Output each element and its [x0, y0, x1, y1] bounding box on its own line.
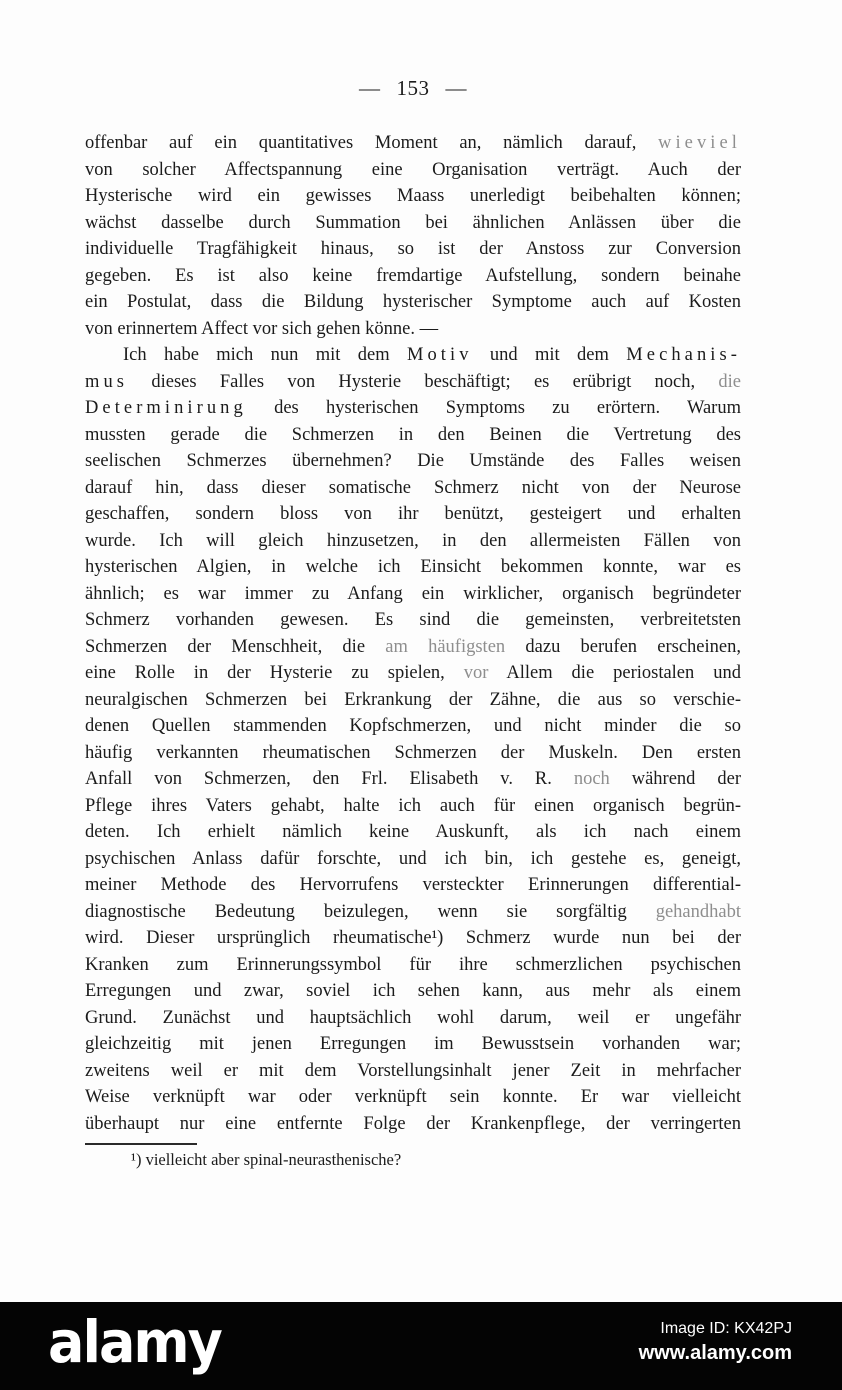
page-header: [85, 76, 741, 101]
image-id-text: Image ID: KX42PJ: [660, 1320, 792, 1337]
text-line: seelischen Schmerzes übernehmen? Die Umstände des Falles weisen: [85, 451, 741, 471]
footnote-rule: [85, 1143, 197, 1145]
text-line: Grund. Zunächst und hauptsächlich wohl darum, weil er ungefähr: [85, 1007, 741, 1028]
header-right-dash: —: [445, 76, 467, 100]
text-line: neuralgischen Schmerzen bei Erkrankung der Zähne, die aus so verschie-: [85, 689, 741, 710]
alamy-url-text: www.alamy.com: [638, 1342, 792, 1364]
text-line: offenbar auf ein quantitatives Moment an, nämlich darauf, wieviel: [85, 133, 741, 153]
text-line: überhaupt nur eine entfernte Folge der Krankenpflege, der verringerten: [85, 1113, 741, 1134]
text-line: deten. Ich erhielt nämlich keine Auskunft, als ich nach einem: [85, 822, 741, 842]
text-line: Ich habe mich nun mit dem Motiv und mit dem Mechanis-: [123, 345, 741, 365]
text-line: häufig verkannten rheumatischen Schmerzen der Muskeln. Den ersten: [85, 742, 741, 763]
text-line: individuelle Tragfähigkeit hinaus, so ist der Anstoss zur Conversion: [85, 239, 741, 259]
text-line: ähnlich; es war immer zu Anfang ein wirklicher, organisch begründeter: [85, 583, 741, 604]
text-line: denen Quellen stammenden Kopfschmerzen, und nicht minder die so: [85, 716, 741, 736]
text-line: zweitens weil er mit dem Vorstellungsinhalt jener Zeit in mehrfacher: [85, 1060, 741, 1081]
alamy-logo: alamy: [48, 1308, 221, 1377]
text-line: Determinirung des hysterischen Symptoms zu erörtern. Warum: [85, 398, 741, 418]
text-line: wächst dasselbe durch Summation bei ähnlichen Anlässen über die: [85, 212, 741, 233]
text-line: gleichzeitig mit jenen Erregungen im Bewusstsein vorhanden war;: [85, 1034, 741, 1054]
text-block: [85, 130, 741, 1171]
text-line: Anfall von Schmerzen, den Frl. Elisabeth v. R. noch während der: [85, 769, 741, 789]
text-line: mussten gerade die Schmerzen in den Beinen die Vertretung des: [85, 424, 741, 445]
text-line: von erinnertem Affect vor sich gehen könne. —: [85, 318, 439, 339]
text-line: ein Postulat, dass die Bildung hysterischer Symptome auch auf Kosten: [85, 292, 741, 312]
text-line: Weise verknüpft war oder verknüpft sein konnte. Er war vielleicht: [85, 1087, 741, 1107]
text-line: wird. Dieser ursprünglich rheumatische¹) Schmerz wurde nun bei der: [85, 928, 741, 948]
text-line: von solcher Affectspannung eine Organisation verträgt. Auch der: [85, 159, 741, 180]
text-line: darauf hin, dass dieser somatische Schmerz nicht von der Neurose: [85, 477, 741, 498]
text-line: eine Rolle in der Hysterie zu spielen, vor Allem die periostalen und: [85, 663, 741, 683]
text-line: Kranken zum Erinnerungssymbol für ihre schmerzlichen psychischen: [85, 954, 741, 975]
text-line: Schmerzen der Menschheit, die am häufigsten dazu berufen erscheinen,: [85, 636, 741, 657]
text-line: Pflege ihres Vaters gehabt, halte ich auch für einen organisch begrün-: [85, 795, 741, 816]
text-line: Erregungen und zwar, soviel ich sehen kann, aus mehr als einem: [85, 981, 741, 1001]
page-number: 153: [396, 76, 430, 100]
text-line: geschaffen, sondern bloss von ihr benützt, gesteigert und erhalten: [85, 504, 741, 524]
watermark-info: [639, 1318, 792, 1366]
text-line: gegeben. Es ist also keine fremdartige Aufstellung, sondern beinahe: [85, 265, 741, 286]
text-line: meiner Methode des Hervorrufens versteckter Erinnerungen differential-: [85, 875, 741, 895]
text-line: mus dieses Falles von Hysterie beschäftigt; es erübrigt noch, die: [85, 371, 741, 392]
footnote-text: ¹) vielleicht aber spinal-neurasthenische?: [131, 1150, 402, 1169]
header-left-dash: —: [359, 76, 381, 100]
text-line: diagnostische Bedeutung beizulegen, wenn sie sorgfältig gehandhabt: [85, 901, 741, 922]
text-line: Hysterische wird ein gewisses Maass unerledigt beibehalten können;: [85, 186, 741, 206]
text-line: hysterischen Algien, in welche ich Einsicht bekommen konnte, war es: [85, 557, 741, 577]
text-line: Schmerz vorhanden gewesen. Es sind die gemeinsten, verbreitetsten: [85, 610, 741, 630]
watermark-bar: [0, 1302, 842, 1390]
text-line: wurde. Ich will gleich hinzusetzen, in den allermeisten Fällen von: [85, 530, 741, 551]
text-line: psychischen Anlass dafür forschte, und ich bin, ich gestehe es, geneigt,: [85, 848, 741, 869]
